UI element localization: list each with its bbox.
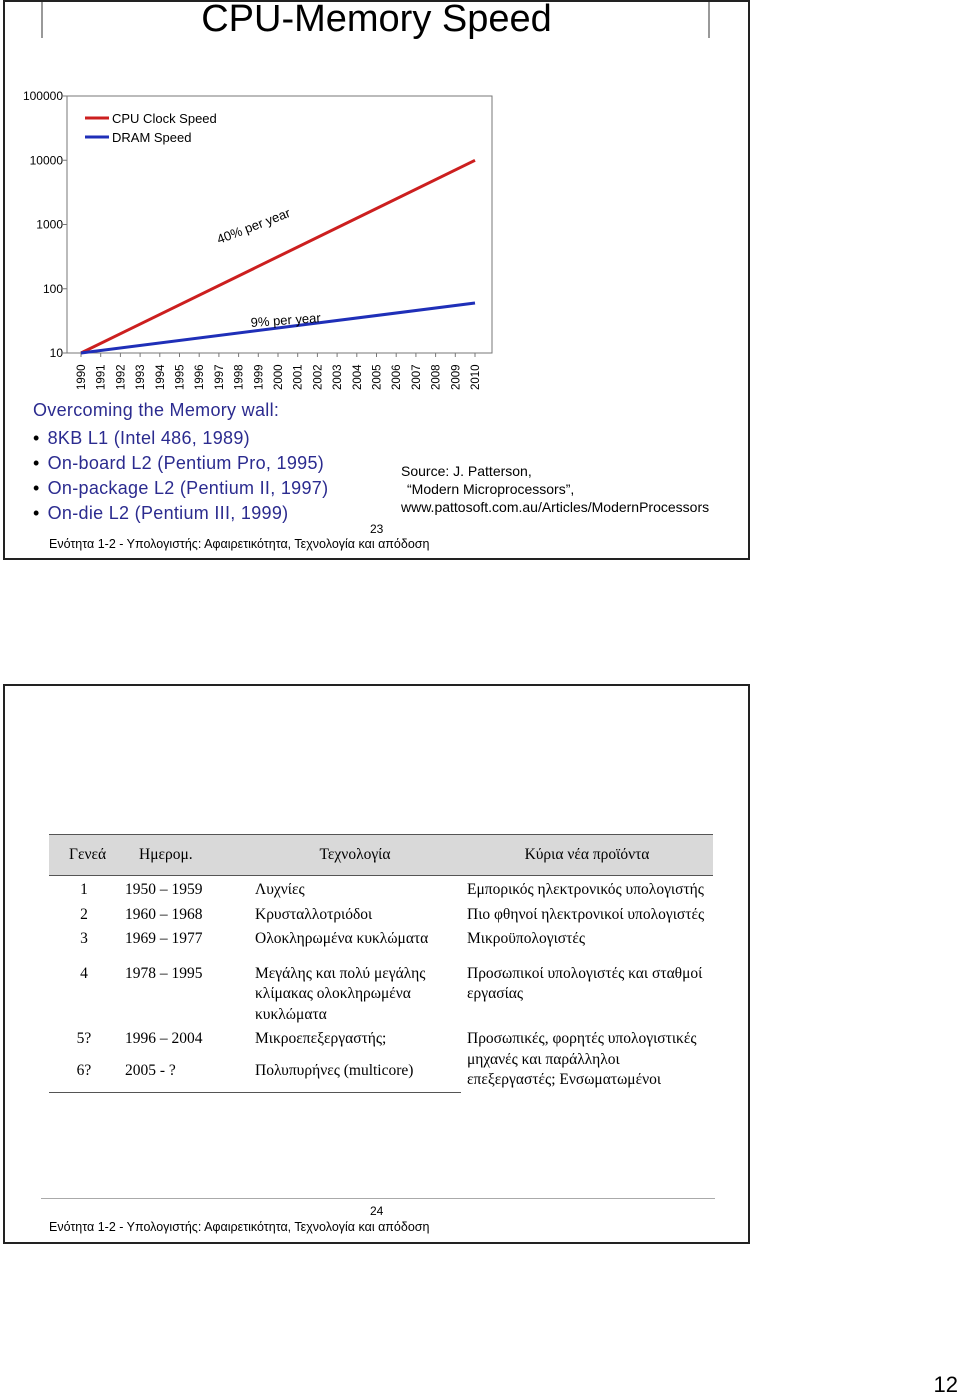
footer-rule — [41, 1198, 715, 1199]
x-tick-label: 1995 — [174, 364, 187, 390]
cell-generation: 5? — [76, 1030, 92, 1047]
cell-dates: 2005 - ? — [119, 1053, 249, 1092]
source-line: Source: J. Patterson, — [401, 463, 532, 479]
bullet-dot-icon: • — [33, 503, 40, 523]
cell-generation: 6? — [49, 1053, 119, 1092]
table-row — [49, 1027, 713, 1053]
bullet-item — [33, 501, 328, 526]
x-tick-label: 2002 — [312, 364, 325, 390]
table-row — [49, 927, 713, 962]
x-tick-label: 2004 — [351, 364, 364, 390]
cell-products: Προσωπικές, φορητές υπολογιστικές μηχανές και παράλληλοι επεξεργαστές; Ενσωματωμένοι — [467, 1030, 697, 1088]
document-page-number: 12 — [933, 1372, 958, 1397]
slide-page-number: 23 — [370, 522, 384, 536]
memory-wall-bullets — [33, 426, 328, 526]
x-tick-label: 2010 — [470, 364, 482, 390]
cell-technology: Πολυπυρήνες (multicore) — [249, 1053, 461, 1092]
x-tick-label: 2001 — [292, 364, 305, 390]
legend-label: CPU Clock Speed — [112, 111, 217, 126]
column-header-dates: Ημερομ. — [119, 835, 249, 876]
source-url: www.pattosoft.com.au/Articles/ModernProcessors — [401, 499, 710, 515]
legend-label: DRAM Speed — [112, 130, 192, 145]
cell-dates: 1950 – 1959 — [125, 881, 203, 898]
cell-generation: 4 — [80, 964, 88, 982]
cell-dates: 1960 – 1968 — [125, 905, 203, 923]
cell-generation: 3 — [80, 930, 88, 947]
cell-products: Εμπορικός ηλεκτρονικός υπολογιστής — [467, 881, 704, 898]
x-tick-label: 1994 — [154, 364, 167, 390]
bullet-text: 8KB L1 (Intel 486, 1989) — [47, 428, 250, 448]
x-tick-label: 1993 — [135, 364, 148, 390]
x-tick-label: 1990 — [76, 364, 88, 390]
bullet-dot-icon: • — [33, 428, 40, 448]
cell-dates: 1996 – 2004 — [125, 1030, 203, 1047]
x-tick-label: 2009 — [450, 364, 463, 390]
cell-technology: Ολοκληρωμένα κυκλώματα — [255, 930, 429, 947]
x-tick-label: 2006 — [391, 364, 404, 390]
column-header-technology: Τεχνολογία — [249, 835, 461, 876]
generations-table — [49, 834, 713, 1093]
cell-technology: Κρυσταλλοτριόδοι — [255, 905, 373, 923]
bullet-text: On-die L2 (Pentium III, 1999) — [47, 503, 289, 523]
slide-page-number: 24 — [370, 1204, 384, 1218]
y-tick-label: 1000 — [36, 217, 63, 232]
column-header-products: Κύρια νέα προϊόντα — [461, 835, 713, 876]
cell-dates: 1978 – 1995 — [125, 964, 203, 982]
slide-title: CPU-Memory Speed — [201, 0, 552, 40]
y-tick-label: 100 — [42, 281, 63, 296]
cell-generation: 1 — [80, 881, 88, 898]
bullet-text: On-board L2 (Pentium Pro, 1995) — [47, 453, 325, 473]
x-tick-label: 2000 — [273, 364, 285, 390]
table-row — [49, 962, 713, 1028]
cell-technology: Μικροεπεξεργαστής; — [255, 1030, 387, 1047]
cell-generation: 2 — [80, 905, 88, 923]
bullet-item — [33, 426, 328, 451]
y-tick-label: 10000 — [29, 153, 63, 168]
slide-computer-generations — [3, 684, 750, 1244]
annotation-cpu-growth: 40% per year — [214, 205, 293, 247]
bullet-dot-icon: • — [33, 478, 40, 498]
column-header-generation: Γενεά — [49, 835, 119, 876]
x-tick-label: 1999 — [253, 364, 266, 390]
source-line: “Modern Microprocessors”, — [407, 481, 575, 497]
slide-footer: Ενότητα 1-2 - Υπολογιστής: Αφαιρετικότητα, Τεχνολογία και απόδοση — [49, 537, 430, 551]
table-row — [49, 876, 713, 903]
x-tick-label: 2005 — [371, 364, 384, 390]
x-tick-label: 2003 — [332, 364, 345, 390]
x-tick-label: 1991 — [95, 364, 108, 390]
table-row — [49, 903, 713, 928]
slide-cpu-memory-speed — [3, 0, 750, 560]
x-tick-label: 1997 — [213, 364, 226, 390]
cell-technology: Λυχνίες — [255, 881, 305, 898]
cpu-dram-speed-chart — [5, 2, 748, 402]
annotation-dram-growth: 9% per year — [250, 310, 322, 330]
x-tick-label: 1992 — [115, 364, 128, 390]
bullet-dot-icon: • — [33, 453, 40, 473]
x-tick-label: 2007 — [410, 364, 423, 390]
cell-technology: Μεγάλης και πολύ μεγάλης κλίμακας ολοκληρωμένα κυκλώματα — [255, 964, 426, 1023]
y-tick-label: 100000 — [22, 89, 63, 103]
x-tick-label: 2008 — [430, 364, 443, 390]
cell-products: Προσωπικοί υπολογιστές και σταθμοί εργασίας — [467, 964, 703, 1002]
y-tick-label: 10 — [49, 346, 63, 360]
bullet-item — [33, 451, 328, 476]
cell-products: Μικροϋπολογιστές — [467, 930, 586, 947]
cell-products: Πιο φθηνοί ηλεκτρονικοί υπολογιστές — [467, 905, 705, 923]
x-tick-label: 1996 — [194, 364, 207, 390]
slide-footer: Ενότητα 1-2 - Υπολογιστής: Αφαιρετικότητα, Τεχνολογία και απόδοση — [49, 1220, 430, 1234]
memory-wall-heading: Overcoming the Memory wall: — [33, 400, 280, 420]
source-citation — [401, 462, 709, 516]
table-header-row — [49, 835, 713, 876]
cell-dates: 1969 – 1977 — [125, 930, 203, 947]
bullet-text: On-package L2 (Pentium II, 1997) — [47, 478, 329, 498]
x-tick-label: 1998 — [233, 364, 246, 390]
bullet-item — [33, 476, 328, 501]
